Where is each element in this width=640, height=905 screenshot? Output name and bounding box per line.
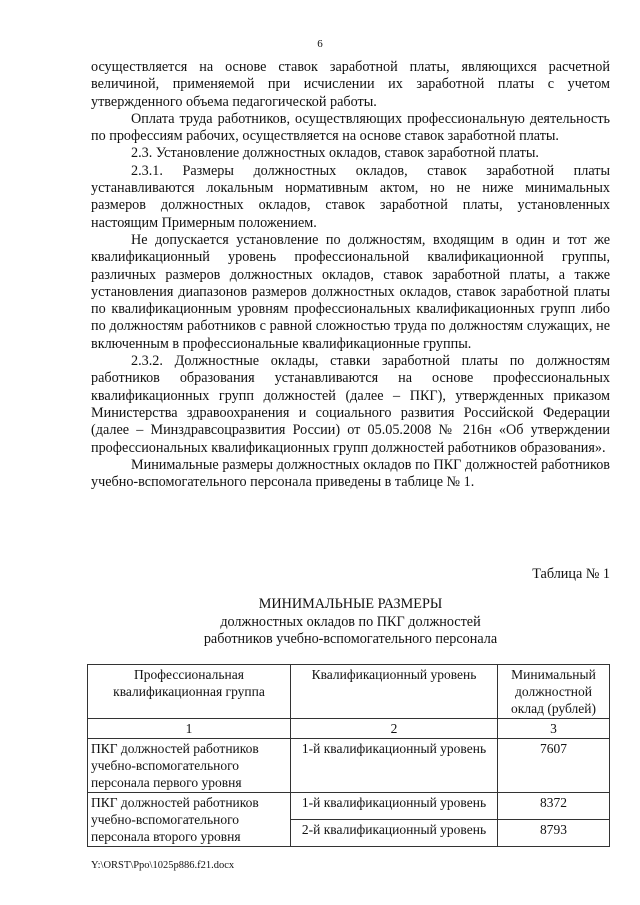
- paragraph: Минимальные размеры должностных окладов по ПКГ должностей работников учебно-вспомогательного персонала приведены в таблице № 1.: [91, 456, 610, 491]
- footer-file-path: Y:\ORST\Ppo\1025p886.f21.docx: [91, 860, 235, 871]
- column-header: Минимальный должностной оклад (рублей): [498, 665, 610, 719]
- level-cell: 2-й квалификационный уровень: [291, 820, 498, 847]
- group-cell: ПКГ должностей работников учебно-вспомогательного персонала второго уровня: [88, 793, 291, 847]
- salary-cell: 8372: [498, 793, 610, 820]
- level-cell: 1-й квалификационный уровень: [291, 739, 498, 793]
- section-heading: 2.3. Установление должностных окладов, ставок заработной платы.: [131, 145, 539, 162]
- paragraph: Не допускается установление по должностям, входящим в один и тот же квалификационный уровень профессиональной квалификационной группы, различных размеров должностных окладов, ставок заработной платы, а также установления диапазонов размеров должностных окладов, ставок заработной платы по квалификационным уровням профессиональных квалификационных групп либо по должностям работников с равной сложностью труда по должностям служащих, не включенным в профессиональные квалификационные группы.: [91, 231, 610, 352]
- table-title-line: МИНИМАЛЬНЫЕ РАЗМЕРЫ: [258, 596, 443, 612]
- group-cell: ПКГ должностей работников учебно-вспомогательного персонала первого уровня: [88, 739, 291, 793]
- level-cell: 1-й квалификационный уровень: [291, 793, 498, 820]
- paragraph: 2.3.2. Должностные оклады, ставки заработной платы по должностям работников образования устанавливаются на основе профессиональных квалификационных групп должностей (далее – ПКГ), утвержденных приказом Министерства здравоохранения и социального развития Российской Федерации (далее – Минздравсоцразвития России) от 05.05.2008 № 216н «Об утверждении профессиональных квалификационных групп должностей работников образования».: [91, 353, 610, 456]
- table-header-row: [88, 665, 610, 719]
- paragraph: Оплата труда работников, осуществляющих профессиональную деятельность по профессиям рабочих, осуществляется на основе ставок заработной платы.: [91, 110, 610, 145]
- salary-cell: 8793: [498, 820, 610, 847]
- column-header: Профессиональная квалификационная группа: [88, 665, 291, 719]
- table-caption: Таблица № 1: [532, 566, 610, 582]
- table-title-line: должностных окладов по ПКГ должностей: [220, 613, 481, 630]
- page-number: 6: [317, 38, 323, 50]
- paragraph: 2.3.1. Размеры должностных окладов, ставок заработной платы устанавливаются локальным нормативным актом, но не ниже минимальных размеров должностных окладов, ставок заработной платы, установленных настоящим Примерным положением.: [91, 162, 610, 231]
- column-number: 2: [291, 719, 498, 739]
- salary-table: [87, 664, 610, 847]
- table-title-line: работников учебно-вспомогательного персонала: [203, 631, 498, 647]
- table-row: [88, 739, 610, 793]
- paragraph: осуществляется на основе ставок заработной платы, являющихся расчетной величиной, применяемой при исчислении их заработной платы с учетом утвержденного объема педагогической работы.: [91, 59, 610, 110]
- column-number: 1: [88, 719, 291, 739]
- body-text: [91, 59, 610, 491]
- table-row: [88, 793, 610, 820]
- column-header: Квалификационный уровень: [291, 665, 498, 719]
- column-number-row: [88, 719, 610, 739]
- column-number: 3: [498, 719, 610, 739]
- salary-cell: 7607: [498, 739, 610, 793]
- table-title: [91, 596, 610, 649]
